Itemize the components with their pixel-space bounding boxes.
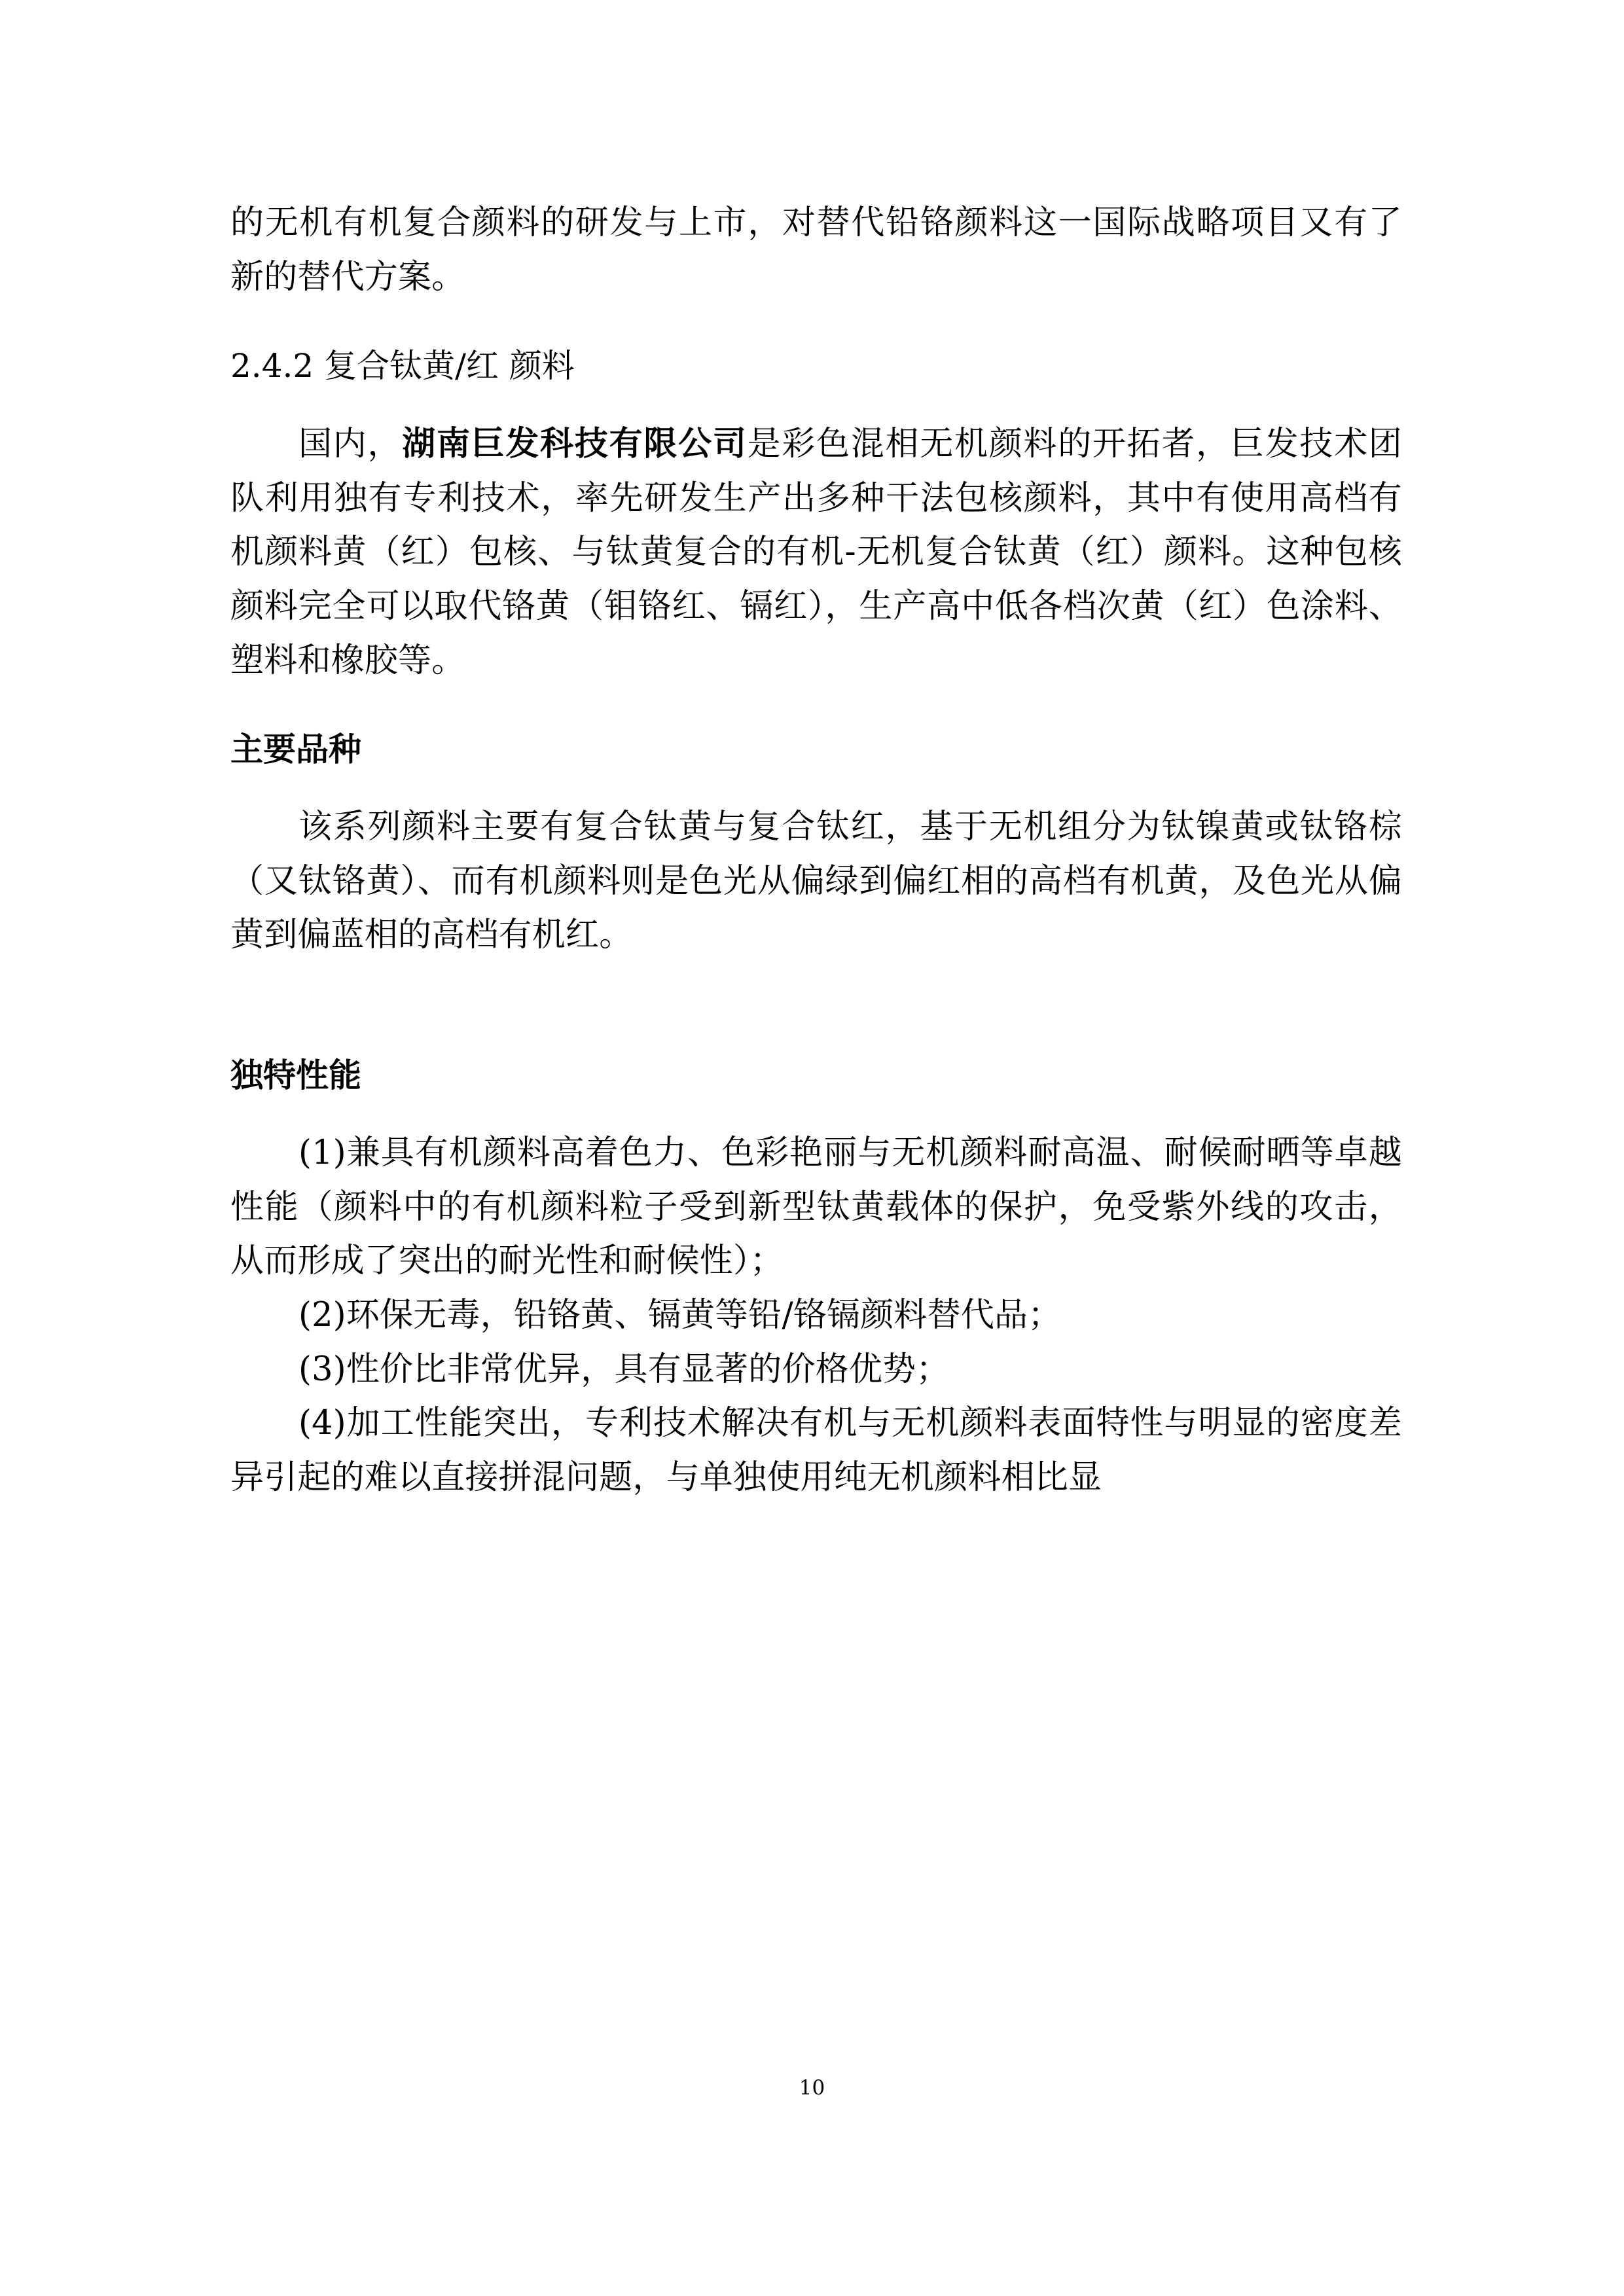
paragraph-continued: 的无机有机复合颜料的研发与上市，对替代铅铬颜料这一国际战略项目又有了新的替代方案。 [230, 204, 1402, 296]
subheading-unique-performance: 独特性能 [230, 1056, 361, 1095]
list-item-3: (3)性价比非常优异，具有显著的价格优势； [298, 1350, 950, 1389]
page-number: 10 [799, 2076, 825, 2100]
list-item-4: (4)加工性能突出，专利技术解决有机与无机颜料表面特性与明显的密度差异引起的难以直接拼混问题，与单独使用纯无机颜料相比显 [230, 1404, 1402, 1497]
intro-rest-text: 是彩色混相无机颜料的开拓者，巨发技术团队利用独有专利技术，率先研发生产出多种干法包核颜料，其中有使用高档有机颜料黄（红）包核、与钛黄复合的有机-无机复合钛黄（红）颜料。这种包核颜料完全可以取代铬黄（钼铬红、镉红），生产高中低各档次黄（红）色涂料、塑料和橡胶等。 [230, 425, 1402, 680]
document-body [230, 196, 1402, 1505]
list-item-1: (1)兼具有机颜料高着色力、色彩艳丽与无机颜料耐高温、耐候耐晒等卓越性能（颜料中的有机颜料粒子受到新型钛黄载体的保护，免受紫外线的攻击，从而形成了突出的耐光性和耐候性）； [230, 1134, 1402, 1281]
intro-lead-text: 国内， [298, 425, 403, 464]
spacer [230, 688, 1402, 723]
section-heading-2-4-2: 2.4.2 复合钛黄/红 颜料 [230, 347, 575, 386]
paragraph-introduction [230, 417, 1402, 688]
subheading-main-varieties: 主要品种 [230, 730, 361, 769]
spacer [230, 963, 1402, 1049]
spacer [230, 304, 1402, 340]
spacer [230, 1102, 1402, 1126]
spacer [230, 776, 1402, 800]
spacer [230, 392, 1402, 417]
paragraph-varieties: 该系列颜料主要有复合钛黄与复合钛红，基于无机组分为钛镍黄或钛铬棕（又钛铬黄）、而有机颜料则是色光从偏绿到偏红相的高档有机黄，及色光从偏黄到偏蓝相的高档有机红。 [230, 808, 1402, 955]
list-item-2: (2)环保无毒，铅铬黄、镉黄等铅/铬镉颜料替代品； [298, 1295, 1062, 1335]
company-name: 湖南巨发科技有限公司 [402, 424, 748, 464]
